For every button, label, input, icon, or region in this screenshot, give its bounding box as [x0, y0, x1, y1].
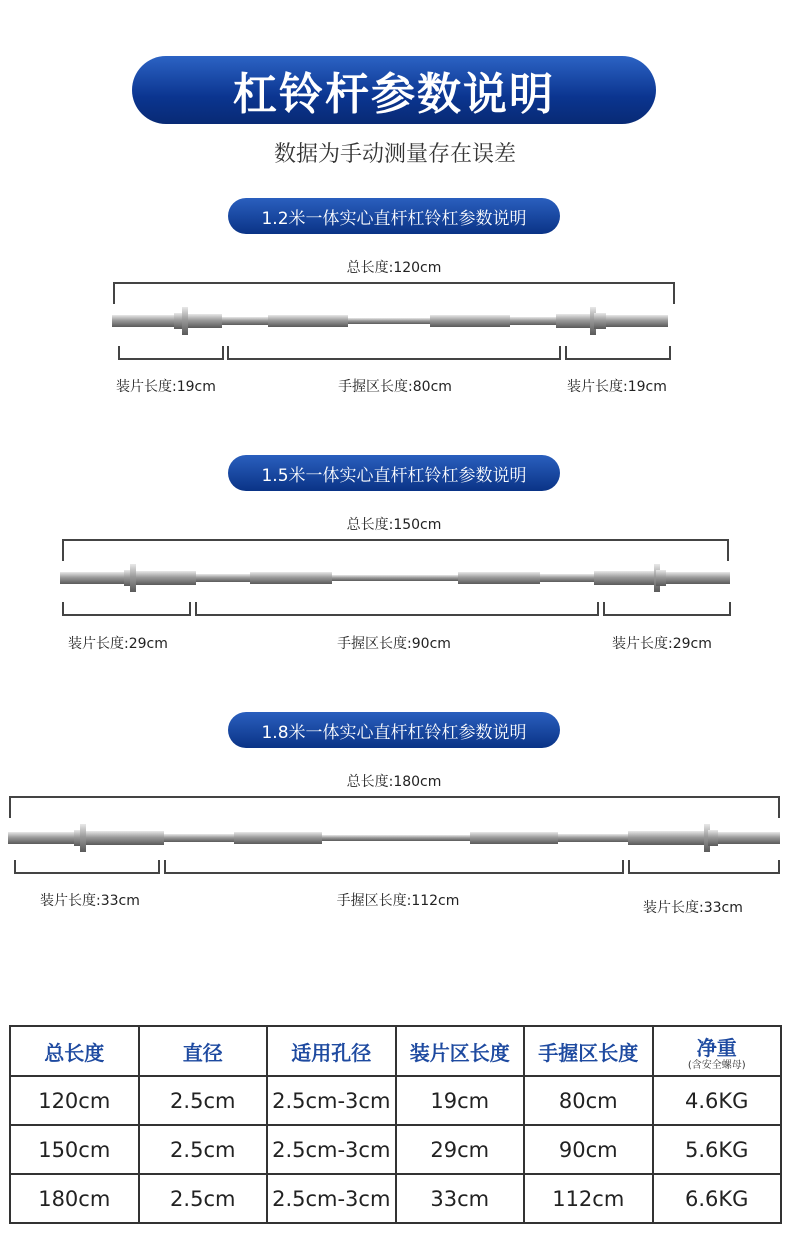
header-net-weight	[653, 1026, 782, 1076]
section-2-total-bracket	[62, 539, 729, 561]
section-1-grip-bracket	[227, 346, 561, 360]
cell-sleeve-length: 19cm	[396, 1076, 525, 1125]
section-2-grip-label: 手握区长度:90cm	[337, 636, 451, 652]
section-3-heading-text: 1.8米一体实心直杆杠铃杠参数说明	[261, 722, 527, 743]
cell-hole-size: 2.5cm-3cm	[267, 1174, 396, 1223]
section-2-sleeve-right-label: 装片长度:29cm	[612, 636, 712, 652]
section-3-sleeve-right-bracket	[628, 860, 780, 874]
table-row	[10, 1076, 781, 1125]
section-2-sleeve-left-bracket	[62, 602, 191, 616]
section-3-sleeve-left-bracket	[14, 860, 160, 874]
section-3-sleeve-right-label: 装片长度:33cm	[643, 900, 743, 916]
cell-grip-length: 112cm	[524, 1174, 653, 1223]
header-sleeve-length: 装片区长度	[396, 1026, 525, 1076]
cell-sleeve-length: 33cm	[396, 1174, 525, 1223]
section-2-heading-text: 1.5米一体实心直杆杠铃杠参数说明	[261, 465, 527, 486]
section-3-barbell-image	[6, 822, 782, 854]
section-1-sleeve-right-label: 装片长度:19cm	[567, 379, 667, 395]
section-1-sleeve-right-bracket	[565, 346, 671, 360]
table-header-row	[10, 1026, 781, 1076]
section-2-total-label: 总长度:150cm	[346, 517, 442, 533]
cell-diameter: 2.5cm	[139, 1125, 268, 1174]
header-grip-length: 手握区长度	[524, 1026, 653, 1076]
section-1-heading-text: 1.2米一体实心直杆杠铃杠参数说明	[261, 208, 527, 229]
cell-net-weight: 6.6KG	[653, 1174, 782, 1223]
cell-net-weight: 5.6KG	[653, 1125, 782, 1174]
section-3-grip-label: 手握区长度:112cm	[336, 893, 460, 909]
cell-sleeve-length: 29cm	[396, 1125, 525, 1174]
section-2-sleeve-left-label: 装片长度:29cm	[68, 636, 168, 652]
cell-total-length: 120cm	[10, 1076, 139, 1125]
header-net-weight-text: 净重	[696, 1035, 737, 1060]
cell-net-weight: 4.6KG	[653, 1076, 782, 1125]
section-1-heading	[228, 198, 560, 234]
header-diameter: 直径	[139, 1026, 268, 1076]
header-total-length: 总长度	[10, 1026, 139, 1076]
cell-grip-length: 90cm	[524, 1125, 653, 1174]
cell-total-length: 180cm	[10, 1174, 139, 1223]
section-1-barbell-image	[110, 304, 670, 338]
title-banner	[132, 56, 656, 124]
section-3-heading	[228, 712, 560, 748]
section-1-grip-label: 手握区长度:80cm	[338, 379, 452, 395]
section-2-heading	[228, 455, 560, 491]
section-1-sleeve-left-label: 装片长度:19cm	[116, 379, 216, 395]
section-3-total-bracket	[9, 796, 780, 818]
section-2-barbell-image	[58, 562, 732, 594]
section-1-sleeve-left-bracket	[118, 346, 224, 360]
section-2-grip-bracket	[195, 602, 599, 616]
cell-total-length: 150cm	[10, 1125, 139, 1174]
header-hole-size: 适用孔径	[267, 1026, 396, 1076]
section-1-total-label: 总长度:120cm	[346, 260, 442, 276]
subtitle: 数据为手动测量存在误差	[273, 142, 516, 167]
cell-hole-size: 2.5cm-3cm	[267, 1125, 396, 1174]
section-1-total-bracket	[113, 282, 675, 304]
table-row	[10, 1174, 781, 1223]
cell-diameter: 2.5cm	[139, 1076, 268, 1125]
parameter-table	[9, 1025, 782, 1224]
section-3-grip-bracket	[164, 860, 624, 874]
section-3-total-label: 总长度:180cm	[346, 774, 442, 790]
cell-grip-length: 80cm	[524, 1076, 653, 1125]
section-2-sleeve-right-bracket	[603, 602, 731, 616]
page-title: 杠铃杆参数说明	[233, 69, 555, 120]
cell-diameter: 2.5cm	[139, 1174, 268, 1223]
table-row	[10, 1125, 781, 1174]
header-net-weight-note: (含安全螺母)	[687, 1059, 746, 1071]
cell-hole-size: 2.5cm-3cm	[267, 1076, 396, 1125]
section-3-sleeve-left-label: 装片长度:33cm	[40, 893, 140, 909]
